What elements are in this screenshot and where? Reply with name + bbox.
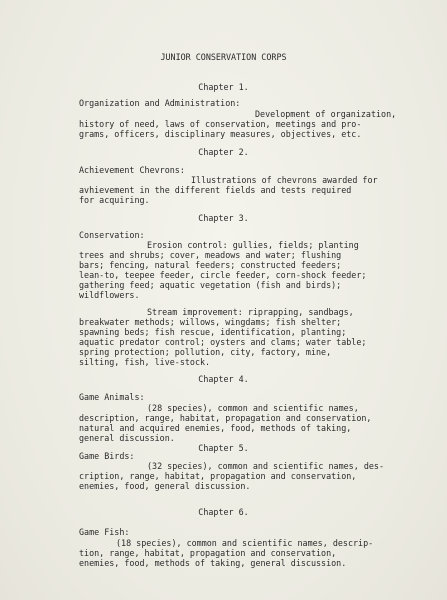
chapter-4-line: general discussion. bbox=[79, 433, 175, 443]
chapter-1-line: grams, officers, disciplinary measures, objectives, etc. bbox=[79, 129, 362, 139]
chapter-3-para1-line: gathering feed; aquatic vegetation (fish and birds); bbox=[79, 280, 342, 290]
chapter-6-heading: Chapter 6. bbox=[198, 507, 249, 517]
chapter-3-label: Conservation: bbox=[79, 230, 145, 240]
chapter-3-para2-line: Stream improvement: riprapping, sandbags, bbox=[147, 307, 354, 317]
chapter-3-para2-line: aquatic predator control; oysters and clams; water table; bbox=[79, 337, 367, 347]
chapter-1-heading: Chapter 1. bbox=[198, 82, 249, 92]
chapter-5-line: enemies, food, general discussion. bbox=[79, 481, 251, 491]
chapter-4-heading: Chapter 4. bbox=[198, 374, 249, 384]
chapter-3-para2-line: spawning beds; fish rescue, identification, planting; bbox=[79, 327, 347, 337]
chapter-3-heading: Chapter 3. bbox=[198, 213, 249, 223]
chapter-3-para1-line: wildflowers. bbox=[79, 290, 140, 300]
chapter-3-para1-line: bars; fencing, natural feeders; constructed feeders; bbox=[79, 260, 342, 270]
chapter-4-label: Game Animals: bbox=[79, 392, 145, 402]
chapter-4-line: natural and acquired enemies, food, methods of taking, bbox=[79, 423, 352, 433]
chapter-2-line: avhievement in the different fields and tests required bbox=[79, 185, 352, 195]
chapter-1-line: Development of organization, bbox=[255, 109, 397, 119]
chapter-1-line: history of need, laws of conservation, meetings and pro- bbox=[79, 119, 362, 129]
chapter-4-line: (28 species), common and scientific names, bbox=[147, 403, 359, 413]
chapter-2-heading: Chapter 2. bbox=[198, 147, 249, 157]
chapter-3-para1-line: lean-to, teepee feeder, circle feeder, corn-shock feeder; bbox=[79, 270, 367, 280]
chapter-2-line: for acquiring. bbox=[79, 195, 150, 205]
chapter-6-line: enemies, food, methods of taking, general discussion. bbox=[79, 558, 347, 568]
chapter-5-line: (32 species), common and scientific names, des- bbox=[147, 461, 384, 471]
chapter-2-label: Achievement Chevrons: bbox=[79, 165, 185, 175]
chapter-6-line: (18 species), common and scientific names, descrip- bbox=[116, 538, 374, 548]
chapter-3-para2-line: breakwater methods; willows, wingdams; fish shelter; bbox=[79, 317, 342, 327]
document-title: JUNIOR CONSERVATION CORPS bbox=[160, 52, 287, 62]
chapter-4-line: description, range, habitat, propagation and conservation, bbox=[79, 413, 372, 423]
chapter-6-label: Game Fish: bbox=[79, 527, 130, 537]
chapter-2-line: Illustrations of chevrons awarded for bbox=[191, 175, 378, 185]
chapter-5-heading: Chapter 5. bbox=[198, 443, 249, 453]
chapter-1-label: Organization and Administration: bbox=[79, 98, 241, 108]
chapter-3-para2-line: silting, fish, live-stock. bbox=[79, 357, 211, 367]
chapter-5-line: cription, range, habitat, propagation and conservation, bbox=[79, 471, 357, 481]
chapter-5-label: Game Birds: bbox=[79, 451, 135, 461]
chapter-3-para1-line: trees and shrubs; cover, meadows and water; flushing bbox=[79, 250, 342, 260]
chapter-3-para2-line: spring protection; pollution, city, factory, mine, bbox=[79, 347, 332, 357]
chapter-3-para1-line: Erosion control: gullies, fields; planting bbox=[147, 240, 359, 250]
chapter-6-line: tion, range, habitat, propagation and conservation, bbox=[79, 548, 337, 558]
